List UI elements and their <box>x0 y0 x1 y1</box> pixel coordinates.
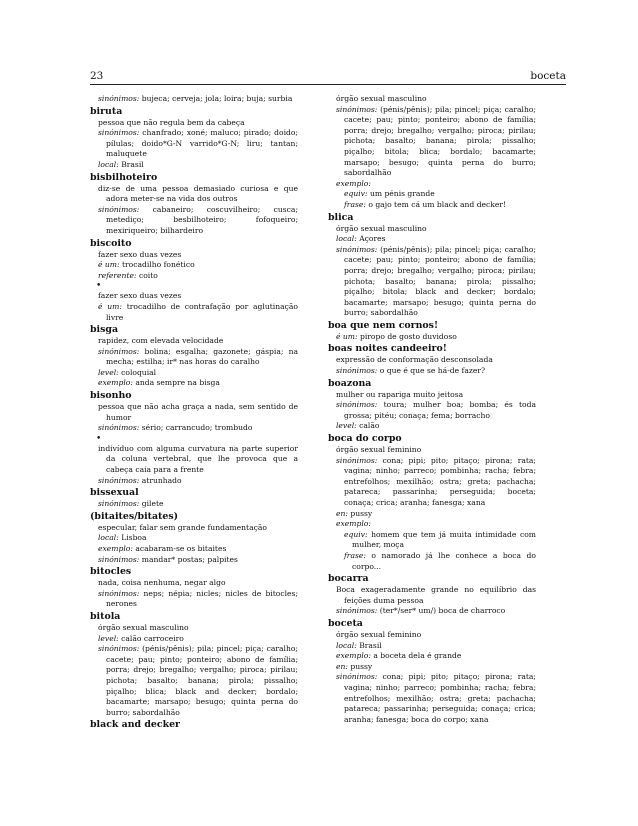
entry-line <box>328 672 536 725</box>
entry-line <box>90 347 298 368</box>
field-value: cabaneiro; coscuvilheiro; cusca; metediço; besbilhoteiro; fofoqueiro; mexiriqueiro; bilhardeiro <box>106 204 298 235</box>
field-label: sinónimos: <box>336 244 378 254</box>
entry-line <box>328 456 536 509</box>
entry-headword: bisonho <box>90 390 132 402</box>
field-label: sinónimos: <box>98 644 140 654</box>
entry-line <box>90 184 298 205</box>
field-value: (ter*/ser* um/) boca de charroco <box>377 606 506 616</box>
field-value: piropo de gosto duvidoso <box>357 331 457 341</box>
entry-line <box>90 634 298 645</box>
entry-line <box>90 402 298 423</box>
entry-line <box>328 585 536 606</box>
entry-line <box>90 368 298 379</box>
entry-line <box>90 544 298 555</box>
field-label: local: <box>98 533 119 543</box>
entry-headword: boca do corpo <box>328 433 402 445</box>
entry-headword: bitocles <box>90 566 132 578</box>
entry-line <box>90 378 298 389</box>
field-label: é um: <box>336 331 358 341</box>
field-label: en: <box>336 661 348 671</box>
field-value: trocadilho de contrafação por aglutinação livre <box>106 301 298 322</box>
entry-line <box>328 94 536 105</box>
entry-line <box>90 476 298 487</box>
entry-line <box>90 444 298 476</box>
running-head: boceta <box>530 70 566 82</box>
field-label: frase: <box>344 550 366 560</box>
entry-line <box>90 291 298 302</box>
field-value: fazer sexo duas vezes <box>98 249 182 259</box>
entry-line <box>328 630 536 641</box>
field-value: um pénis grande <box>367 189 435 199</box>
field-label: frase: <box>344 199 366 209</box>
entry-line <box>328 651 536 662</box>
entry-line <box>90 578 298 589</box>
field-value: especular, falar sem grande fundamentação <box>98 522 267 532</box>
field-value: neps; népia; nicles; nicles de bitocles; nerones <box>106 588 298 609</box>
field-label: exemplo: <box>336 178 371 188</box>
entry-line <box>90 589 298 610</box>
entry-line <box>90 336 298 347</box>
field-value: homem que tem já muita intimidade com mulher, moça <box>352 529 536 550</box>
entry-headword: boa que nem cornos! <box>328 319 439 331</box>
entry-line <box>90 533 298 544</box>
entry-line <box>90 623 298 634</box>
field-label: level: <box>98 633 119 643</box>
field-value: órgão sexual masculino <box>98 622 189 632</box>
entry-headword: biruta <box>90 105 123 117</box>
field-value: órgão sexual feminino <box>336 629 422 639</box>
field-value: cona; pipi; pito; pitaço; pirona; rata; vagina; ninho; parreco; pombinha; racha; febra; entrefolhos; mexilhão; ostra; greta; pachacha; patareca; passarinha; perseguida; conaça; crica; aranha; fanesga; boca do corpo; xana <box>344 672 536 724</box>
field-label: sinónimos: <box>336 606 378 616</box>
field-value: órgão sexual masculino <box>336 94 427 103</box>
entry-line <box>328 224 536 235</box>
field-label: level: <box>98 367 119 377</box>
field-label: exemplo: <box>336 651 371 661</box>
field-value: atrunhado <box>139 475 182 485</box>
entry-line <box>328 189 536 200</box>
entry-line <box>90 523 298 534</box>
field-value: órgão sexual masculino <box>336 223 427 233</box>
field-value: mandar* postas; palpites <box>139 554 238 564</box>
field-label: referente: <box>98 270 137 280</box>
field-value: trocadilho fonético <box>119 260 195 270</box>
field-label: exemplo: <box>336 519 371 529</box>
sense-bullet: • <box>96 433 102 444</box>
field-label: sinónimos: <box>98 94 140 103</box>
entry-line <box>328 105 536 179</box>
field-value: coloquial <box>118 367 157 377</box>
field-label: local: <box>336 234 357 244</box>
entry-line <box>90 128 298 160</box>
field-label: é um: <box>98 301 122 311</box>
entry-headword: black and decker <box>90 719 180 731</box>
entry-line <box>328 234 536 245</box>
entry-line <box>90 644 298 718</box>
field-value: calão <box>356 421 380 431</box>
entry-line <box>90 271 298 282</box>
field-value: coito <box>136 270 158 280</box>
entry-line <box>328 551 536 572</box>
field-label: sinónimos: <box>98 423 140 433</box>
field-label: exemplo: <box>98 544 133 553</box>
field-value: (pénis/pênis); pila; pincel; piça; caralho; cacete; pau; pinto; ponteiro; abono de família; porra; drejo; bregalho; vergalho; piroca; pirilau; pichota; basalto; banana; pirola; pissalho; piçalho; blica; black and decker; bordalo; bacamarte; marsapo; besugo; quinta perna do burro; sabordalhão <box>106 644 298 717</box>
entry-line <box>90 555 298 566</box>
entry-headword: bisbilhoteiro <box>90 171 158 183</box>
field-label: sinónimos: <box>98 588 140 598</box>
entry-line <box>328 530 536 551</box>
field-value: o gajo tem cá um black and decker! <box>365 199 507 209</box>
field-value: Brasil <box>356 640 382 650</box>
entry-line <box>328 509 536 520</box>
field-value: gilete <box>139 499 164 509</box>
field-label: sinónimos: <box>98 204 140 214</box>
page-header <box>90 70 566 85</box>
entry-line <box>90 160 298 171</box>
entry-line <box>328 606 536 617</box>
entry-headword: boas noites candeeiro! <box>328 343 447 355</box>
field-value: nada, coisa nenhuma, negar algo <box>98 578 226 588</box>
field-value: expressão de conformação desconsolada <box>336 355 493 365</box>
field-label: level: <box>336 421 357 431</box>
field-label: sinónimos: <box>98 346 140 356</box>
field-value: o que é que se há-de fazer? <box>377 366 486 376</box>
entry-line <box>328 200 536 211</box>
entry-headword: (bitaites/bitates) <box>90 510 179 522</box>
entry-line <box>328 662 536 673</box>
field-value: chanfrado; xoné; maluco; pirado; doido; pílulas; doido*G-N varrido*G-N; liru; tantan; maluquete <box>106 128 298 159</box>
entry-line <box>328 355 536 366</box>
field-value: fazer sexo duas vezes <box>98 291 182 301</box>
page-number: 23 <box>90 70 104 82</box>
field-label: en: <box>336 508 348 518</box>
field-value: bolina; esgalha; gazonete; gáspia; na mecha; estilha; ir* nas horas do caralho <box>106 346 298 367</box>
entry-headword: bocarra <box>328 573 369 585</box>
sense-bullet: • <box>96 281 102 292</box>
field-value: pessoa que não acha graça a nada, sem sentido de humor <box>98 402 298 422</box>
entry-line <box>328 421 536 432</box>
field-value: (pénis/pênis); pila; pincel; piça; caralho; cacete; pau; pinto; ponteiro; abono de família; porra; drejo; bregalho; vergalho; piroca; pirilau; pichota; basalto; banana; pirola; pissalho; piçalho; bitola; black and decker; bordalo; bacamarte; marsapo; besugo; quinta perna do burro; sabordalhão <box>344 244 536 318</box>
entry-line <box>90 205 298 237</box>
entry-headword: blica <box>328 211 354 223</box>
field-label: é um: <box>98 260 120 270</box>
field-label: sinónimos: <box>336 400 378 410</box>
entry-line <box>328 445 536 456</box>
field-label: sinónimos: <box>336 672 378 682</box>
entry-line <box>328 245 536 319</box>
field-label: sinónimos: <box>336 366 378 376</box>
field-value: Açores <box>356 234 386 244</box>
field-value: (pénis/pênis); pila; pincel; piça; caralho; cacete; pau; pinto; ponteiro; abono de família; porra; drejo; bregalho; vergalho; piroca; pirilau; pichota; basalto; banana; pirola; pissalho; piçalho; bitola; blica; bordalo; bacamarte; marsapo; besugo; quinta perna do burro; sabordalhão <box>344 104 536 178</box>
entry-line <box>90 260 298 271</box>
field-value: bujeca; cerveja; jola; loira; buja; surbia <box>139 94 293 103</box>
entry-line <box>328 400 536 421</box>
entry-line <box>328 641 536 652</box>
entry-line <box>328 332 536 343</box>
entry-headword: bitola <box>90 610 121 622</box>
field-value: acabaram-se os bitaites <box>132 544 227 553</box>
entry-line <box>90 118 298 129</box>
entry-headword: boceta <box>328 617 363 629</box>
field-value: Lisboa <box>118 533 147 543</box>
entry-line <box>328 179 536 190</box>
field-label: local: <box>98 159 119 169</box>
field-label: sinónimos: <box>336 455 378 465</box>
field-value: pussy <box>347 508 373 518</box>
field-value: órgão sexual feminino <box>336 445 422 455</box>
field-label: equiv: <box>344 189 368 199</box>
entry-headword: boazona <box>328 377 372 389</box>
entry-line <box>90 94 298 105</box>
field-value: pessoa que não regula bem da cabeça <box>98 117 245 127</box>
field-value: mulher ou rapariga muito jeitosa <box>336 389 464 399</box>
left-column <box>90 94 298 731</box>
field-value: indivíduo com alguma curvatura na parte superior da coluna vertebral, que lhe provoca que a cabeça caia para a frente <box>98 443 298 475</box>
entry-line <box>90 302 298 323</box>
field-value: o namorado já lhe conhece a boca do corpo... <box>352 550 536 571</box>
field-value: diz-se de uma pessoa demasiado curiosa e que adora meter-se na vida dos outros <box>98 183 298 204</box>
field-label: exemplo: <box>98 378 133 388</box>
entry-line <box>328 390 536 401</box>
field-value: cona; pipi; pito; pitaço; pirona; rata; vagina; ninho; parreco; pombinha; racha; febra; entrefolhos; mexilhão; ostra; greta; pachacha; patareca; passarinha; perseguida; boceta; conaça; crica; aranha; fanesga; xana <box>344 455 536 507</box>
field-label: sinónimos: <box>98 499 140 509</box>
entry-line <box>328 366 536 377</box>
entry-line <box>328 519 536 530</box>
field-label: sinónimos: <box>98 128 140 138</box>
field-value: anda sempre na bisga <box>132 378 220 388</box>
right-column <box>328 94 536 725</box>
field-value: calão carroceiro <box>118 633 184 643</box>
field-value: sério; carrancudo; trombudo <box>139 423 253 433</box>
field-label: sinónimos: <box>336 104 378 114</box>
entry-line <box>90 250 298 261</box>
entry-headword: bissexual <box>90 487 139 499</box>
entry-line <box>90 499 298 510</box>
field-value: a boceta dela é grande <box>370 651 462 661</box>
entry-headword: bisga <box>90 324 119 336</box>
field-label: local: <box>336 640 357 650</box>
entry-line <box>90 423 298 434</box>
field-label: equiv: <box>344 529 368 539</box>
field-label: sinónimos: <box>98 475 140 485</box>
field-value: toura; mulher boa; bomba; és toda grossa; pitéu; conaça; fema; borracho <box>344 400 536 420</box>
field-value: Boca exageradamente grande no equilíbrio das feições duma pessoa <box>336 585 536 605</box>
field-label: sinónimos: <box>98 554 140 564</box>
field-value: Brasil <box>118 159 144 169</box>
field-value: pussy <box>347 661 373 671</box>
entry-headword: biscoito <box>90 237 132 249</box>
field-value: rapidez, com elevada velocidade <box>98 336 224 346</box>
